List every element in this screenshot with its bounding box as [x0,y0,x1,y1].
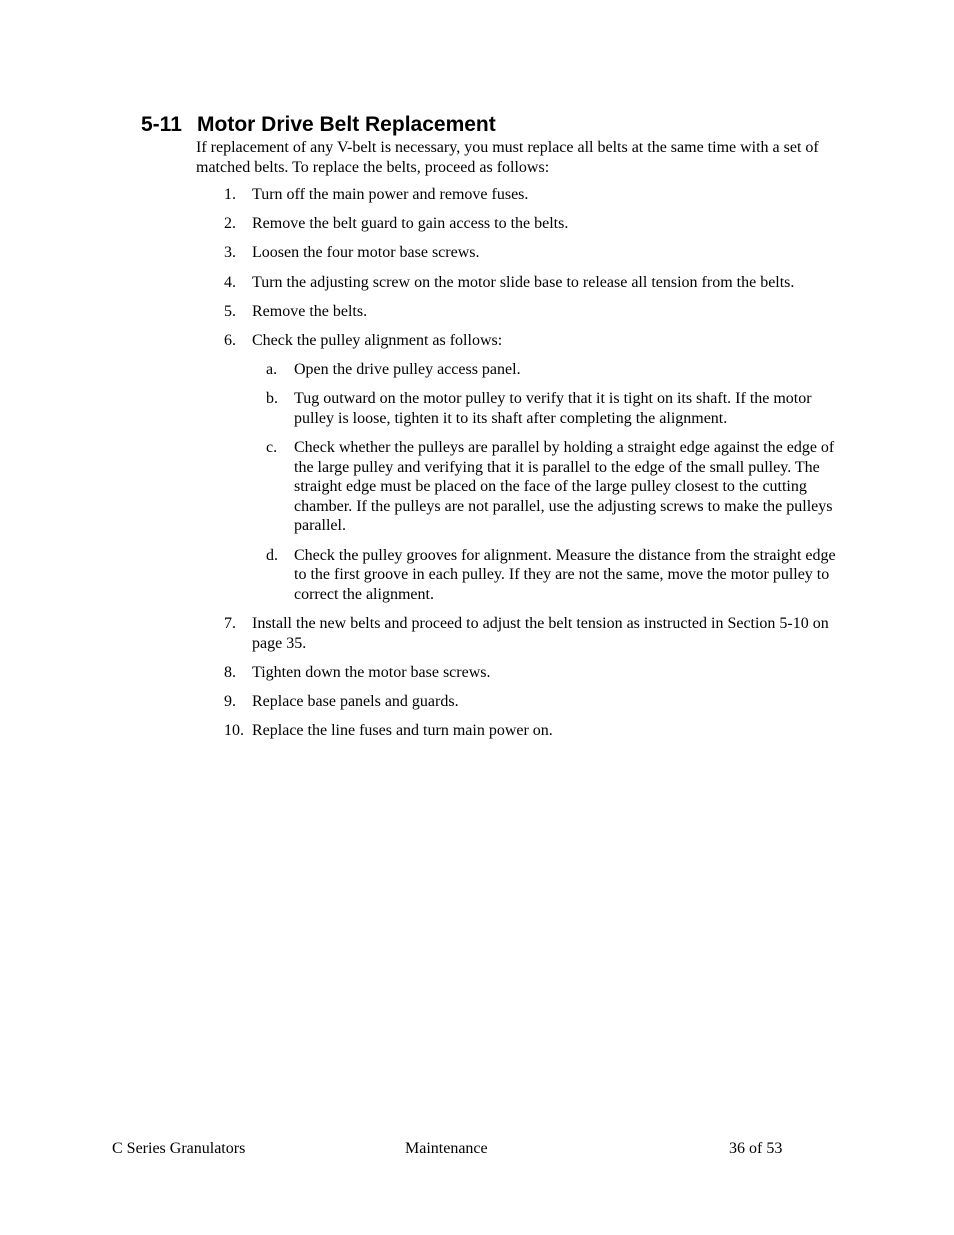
step-number: 6. [224,331,236,349]
substep-letter: d. [266,546,278,564]
substeps-list [0,360,836,604]
substep-text: Open the drive pulley access panel. [294,361,521,379]
step-item [0,243,836,263]
footer-page-number: 36 of 53 [729,1140,783,1157]
intro-paragraph: If replacement of any V-belt is necessary, you must replace all belts at the same time with a set of matched belts. To replace the belts, proceed as follows: [196,139,819,176]
step-number: 1. [224,186,236,203]
step-item [0,692,836,712]
step-text: Replace base panels and guards. [252,693,459,710]
step-item [0,273,836,293]
step-text: Check the pulley alignment as follows: [252,331,503,349]
step-item [0,721,836,741]
substep-letter: b. [266,390,278,408]
footer-product-name: C Series Granulators [112,1140,246,1157]
step-text: Tighten down the motor base screws. [252,663,491,681]
step-item [0,302,836,322]
step-item [0,185,836,205]
step-text: Loosen the four motor base screws. [252,244,480,262]
substep-text: Check whether the pulleys are parallel by holding a straight edge against the edge of the large pulley and verifying that it is parallel to the edge of the small pulley. The straight edge must be placed on the face of the large pulley closest to the cutting chamber. If the pulleys are not parallel, use the adjusting screws to make the pulleys parallel. [294,439,835,535]
step-text: Turn the adjusting screw on the motor slide base to release all tension from the belts. [252,273,795,291]
step-text: Install the new belts and proceed to adjust the belt tension as instructed in Section 5-10 on page 35. [252,615,829,652]
step-number: 9. [224,693,236,710]
step-number: 5. [224,302,236,320]
step-item [0,214,836,234]
step-number: 3. [224,244,236,262]
section-heading [141,112,496,138]
section-title: Motor Drive Belt Replacement [197,113,496,136]
step-item [0,614,836,653]
steps-list [0,185,954,750]
footer-chapter: Maintenance [405,1140,488,1157]
step-number: 2. [224,215,236,233]
step-item [0,663,836,683]
section-number: 5-11 [141,113,182,136]
step-text: Remove the belts. [252,302,368,320]
substep-item [0,546,836,605]
step-number: 8. [224,663,236,681]
step-number: 4. [224,273,236,291]
step-number: 10. [224,722,244,740]
step-text: Replace the line fuses and turn main power on. [252,722,553,740]
substep-letter: c. [266,439,278,457]
step-text: Remove the belt guard to gain access to the belts. [252,215,569,233]
substep-item [0,438,836,536]
substep-text: Tug outward on the motor pulley to verify that it is tight on its shaft. If the motor pulley is loose, tighten it to its shaft after completing the alignment. [294,390,812,427]
substep-item [0,389,836,428]
substep-item [0,360,836,380]
step-item [0,331,836,605]
substep-text: Check the pulley grooves for alignment. Measure the distance from the straight edge to the first groove in each pulley. If they are not the same, move the motor pulley to correct the alignment. [294,546,836,603]
substep-letter: a. [266,361,278,379]
step-number: 7. [224,615,236,633]
step-text: Turn off the main power and remove fuses. [252,186,529,203]
